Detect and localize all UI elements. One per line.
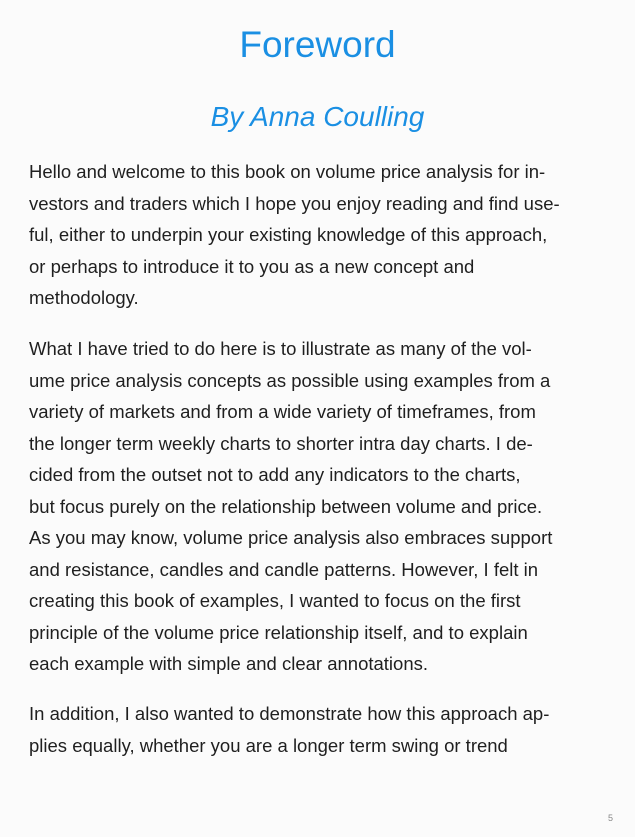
body-paragraph: In addition, I also wanted to demonstrate how this approach ap- plies equally, whether you are a longer term swing or trend bbox=[29, 703, 550, 756]
body-paragraph: What I have tried to do here is to illustrate as many of the vol- ume price analysis concepts as possible using examples from a variety of markets and from a wide variety of timeframes, from the longer term weekly charts to shorter intra day charts. I de- cided from the outset not to add any indicators to the charts, but focus purely on the relationship between volume and price. As you may know, volume price analysis also embraces support and resistance, candles and candle patterns. However, I felt in creating this book of examples, I wanted to focus on the first principle of the volume price relationship itself, and to explain each example with simple and clear annotations. bbox=[29, 338, 553, 674]
body-paragraph: Hello and welcome to this book on volume price analysis for in- vestors and traders which I hope you enjoy reading and find use- ful, either to underpin your existing knowledge of this approach, or perhaps to introduce it to you as a new concept and methodology. bbox=[29, 161, 560, 308]
author-byline: By Anna Coulling bbox=[210, 101, 425, 132]
page-title: Foreword bbox=[239, 24, 396, 65]
page-number: 5 bbox=[607, 813, 613, 823]
